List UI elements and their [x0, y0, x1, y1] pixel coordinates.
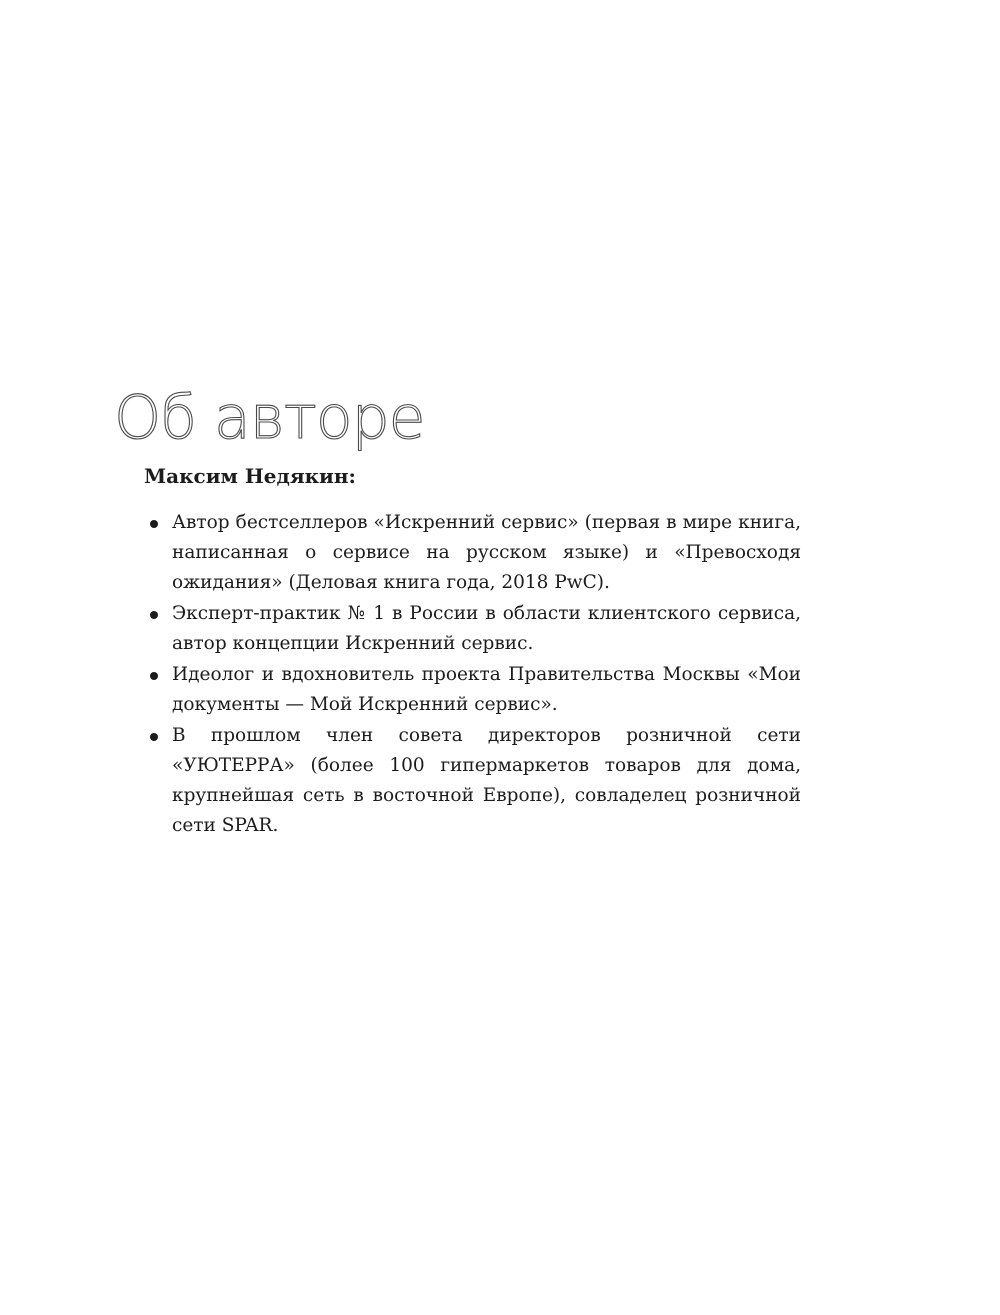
bullet-text: В прошлом член совета директоров розничной сети «УЮТЕРРА» (более 100 гипермаркетов товаров для дома, крупнейшая сеть в восточной Европе), совладелец розничной сети SPAR.: [172, 725, 801, 836]
bullet-icon: [150, 520, 158, 528]
author-name: Максим Недякин:: [144, 464, 356, 488]
bullet-icon: [150, 611, 158, 619]
bullet-item: [144, 721, 801, 841]
bullet-icon: [150, 733, 158, 741]
section-title: Об авторе: [114, 383, 425, 453]
bullet-item: [144, 599, 801, 659]
bullet-text: Идеолог и вдохновитель проекта Правительства Москвы «Мои документы — Мой Искренний сервис».: [172, 664, 801, 715]
bullet-icon: [150, 672, 158, 680]
bullet-item: [144, 660, 801, 720]
bullet-text: Автор бестселлеров «Искренний сервис» (первая в мире книга, написанная о сервисе на русском языке) и «Превосходя ожидания» (Деловая книга года, 2018 PwC).: [172, 512, 801, 593]
bullet-text: Эксперт-практик № 1 в России в области клиентского сервиса, автор концепции Искренний сервис.: [172, 603, 801, 654]
author-bullet-list: [144, 508, 801, 842]
bullet-item: [144, 508, 801, 598]
